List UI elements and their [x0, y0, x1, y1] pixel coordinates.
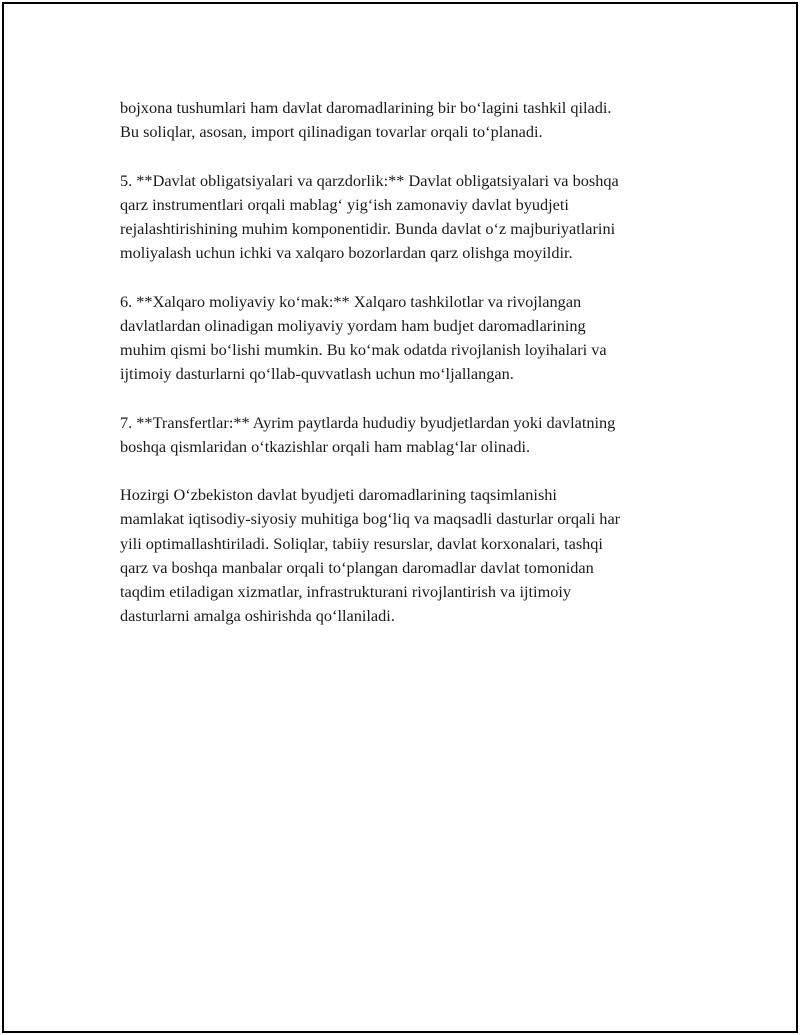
paragraph-transfers: 7. **Transfertlar:** Ayrim paytlarda hududiy byudjetlardan yoki davlatning boshqa qismlaridan o‘tkazishlar orqali ham mablag‘lar olinadi. [120, 412, 616, 456]
paragraph-conclusion: Hozirgi O‘zbekiston davlat byudjeti daromadlarining taqsimlanishi mamlakat iqtisodiy-siyosiy muhitiga bog‘liq va maqsadli dasturlar orqali har yili optimallashtiriladi. Soliqlar, tabiiy resurslar, davlat korxonalari, tashqi qarz va boshqa manbalar orqali to‘plangan daromadlar davlat tomonidan taqdim etiladigan xizmatlar, infrastrukturani rivojlantirish va ijtimoiy dasturlarni amalga oshirishda qo‘llaniladi. [120, 485, 621, 626]
paragraph-international-aid: 6. **Xalqaro moliyaviy ko‘mak:** Xalqaro tashkilotlar va rivojlangan davlatlardan olinadigan moliyaviy yordam ham budjet daromadlarining muhim qismi bo‘lishi mumkin. Bu ko‘mak odatda rivojlanish loyihalari va ijtimoiy dasturlarni qo‘llab-quvvatlash uchun mo‘ljallangan. [120, 291, 607, 384]
page-content [120, 96, 700, 653]
paragraph-customs-duties: bojxona tushumlari ham davlat daromadlarining bir bo‘lagini tashkil qiladi. Bu soliqlar, asosan, import qilinadigan tovarlar orqali to‘planadi. [120, 98, 612, 142]
paragraph-government-bonds: 5. **Davlat obligatsiyalari va qarzdorlik:** Davlat obligatsiyalari va boshqa qarz instrumentlari orqali mablag‘ yig‘ish zamonaviy davlat byudjeti rejalashtirishining muhim komponentidir. Bunda davlat o‘z majburiyatlarini moliyalash uchun ichki va xalqaro bozorlardan qarz olishga moyildir. [120, 170, 619, 263]
page-frame [2, 2, 798, 1033]
